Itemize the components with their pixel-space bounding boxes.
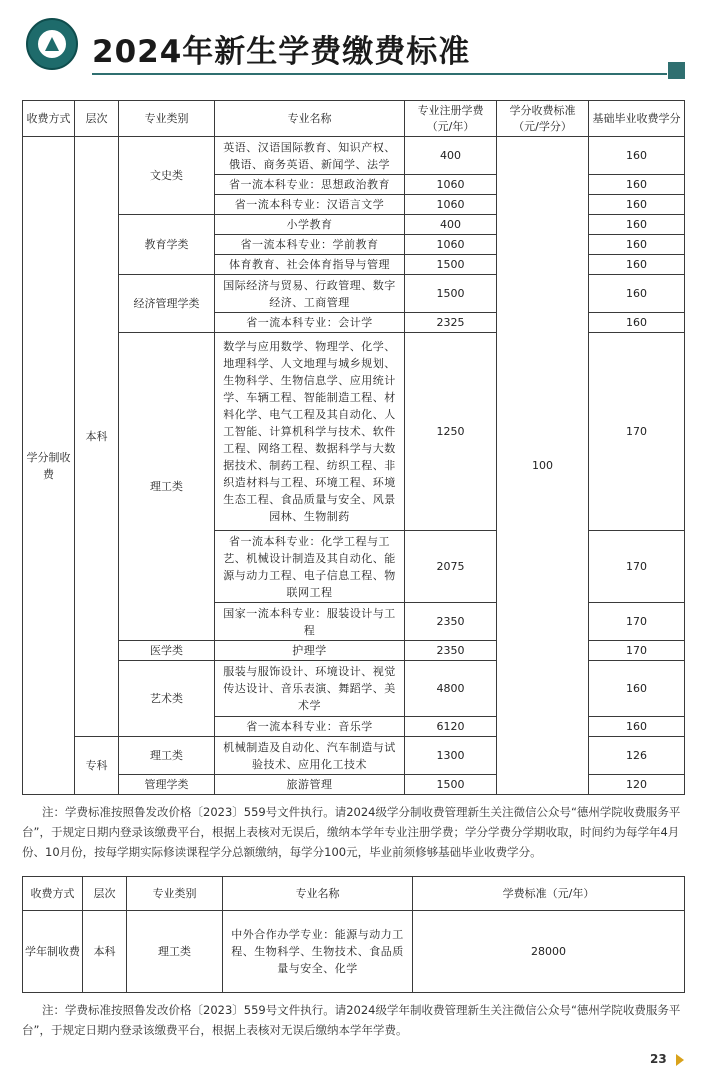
tuition-fee: 28000 [413, 911, 685, 993]
category-cell-jiaoyu: 教育学类 [119, 215, 215, 275]
base-credits: 160 [589, 313, 685, 333]
header-category: 专业类别 [119, 101, 215, 137]
base-credits: 160 [589, 275, 685, 313]
header-standard: 学费标准（元/年） [413, 877, 685, 911]
credit-fee-cell: 100 [497, 137, 589, 795]
major-name: 体育教育、社会体育指导与管理 [215, 255, 405, 275]
major-name: 服装与服饰设计、环境设计、视觉传达设计、音乐表演、舞蹈学、美术学 [215, 661, 405, 717]
page-header [0, 0, 703, 80]
page-number: 23 [650, 1052, 667, 1066]
logo-inner-ring [36, 28, 68, 60]
page-corner-arrow-icon [676, 1054, 684, 1066]
major-name: 数学与应用数学、物理学、化学、地理科学、人文地理与城乡规划、生物科学、生物信息学、应用统计学、车辆工程、智能制造工程、材料化学、电气工程及其自动化、人工智能、计算机科学与技术、软件工程、网络工程、数据科学与大数据技术、制药工程、纺织工程、非织造材料与工程、环境工程、环境生态工程、食品质量与安全、风景园林、生物制药 [215, 333, 405, 531]
major-name: 省一流本科专业：学前教育 [215, 235, 405, 255]
credit-system-note: 注：学费标准按照鲁发改价格〔2023〕559号文件执行。请2024级学分制收费管理新生关注微信公众号“德州学院收费服务平台”，于规定日期内登录该缴费平台，根据上表核对无误后，缴纳本学年专业注册学费；学分学费分学期收取，时间约为每学年4月份、10月份，按每学期实际修读课程学分总额缴纳，每学分100元，毕业前须修够基础毕业收费学分。 [22, 805, 681, 859]
category-cell-yixue: 医学类 [119, 641, 215, 661]
title-accent-block [668, 62, 685, 79]
major-name: 中外合作办学专业：能源与动力工程、生物科学、生物技术、食品质量与安全、化学 [223, 911, 413, 993]
major-name: 省一流本科专业：思想政治教育 [215, 175, 405, 195]
header-level: 层次 [83, 877, 127, 911]
base-credits: 160 [589, 717, 685, 737]
credit-fee-table [22, 100, 685, 795]
category-cell-ligong: 理工类 [119, 333, 215, 641]
reg-fee: 1250 [405, 333, 497, 531]
reg-fee: 6120 [405, 717, 497, 737]
base-credits: 160 [589, 215, 685, 235]
page-title: 2024年新生学费缴费标准 [92, 34, 471, 70]
base-credits: 160 [589, 175, 685, 195]
fee-method-cell: 学年制收费 [23, 911, 83, 993]
table-header-row [23, 877, 685, 911]
table-row [23, 911, 685, 993]
base-credits: 160 [589, 195, 685, 215]
major-name: 旅游管理 [215, 775, 405, 795]
level-cell-benke: 本科 [75, 137, 119, 737]
reg-fee: 1060 [405, 235, 497, 255]
reg-fee: 400 [405, 215, 497, 235]
table-header-row [23, 101, 685, 137]
base-credits: 160 [589, 661, 685, 717]
level-cell-zhuanke: 专科 [75, 737, 119, 795]
header-name: 专业名称 [223, 877, 413, 911]
header-level: 层次 [75, 101, 119, 137]
logo-building-icon [45, 37, 59, 51]
major-name: 省一流本科专业：会计学 [215, 313, 405, 333]
major-name: 机械制造及自动化、汽车制造与试验技术、应用化工技术 [215, 737, 405, 775]
major-name: 英语、汉语国际教育、知识产权、俄语、商务英语、新闻学、法学 [215, 137, 405, 175]
header-method: 收费方式 [23, 101, 75, 137]
base-credits: 170 [589, 531, 685, 603]
major-name: 小学教育 [215, 215, 405, 235]
header-method: 收费方式 [23, 877, 83, 911]
category-cell-jingji: 经济管理学类 [119, 275, 215, 333]
major-name: 省一流本科专业：化学工程与工艺、机械设计制造及其自动化、能源与动力工程、电子信息工程、物联网工程 [215, 531, 405, 603]
header-reg-fee: 专业注册学费（元/年） [405, 101, 497, 137]
major-name: 省一流本科专业：音乐学 [215, 717, 405, 737]
university-logo [26, 18, 78, 70]
major-name: 护理学 [215, 641, 405, 661]
header-category: 专业类别 [127, 877, 223, 911]
reg-fee: 1500 [405, 255, 497, 275]
category-cell-zk-guanli: 管理学类 [119, 775, 215, 795]
category-cell-yishu: 艺术类 [119, 661, 215, 737]
reg-fee: 2075 [405, 531, 497, 603]
table-row [23, 137, 685, 175]
fee-method-cell: 学分制收费 [23, 137, 75, 795]
reg-fee: 2350 [405, 641, 497, 661]
reg-fee: 2350 [405, 603, 497, 641]
category-cell-zk-ligong: 理工类 [119, 737, 215, 775]
year-system-note: 注：学费标准按照鲁发改价格〔2023〕559号文件执行。请2024级学年制收费管理新生关注微信公众号“德州学院收费服务平台”，于规定日期内登录该缴费平台，根据上表核对无误后缴纳本学年学费。 [22, 1003, 681, 1037]
reg-fee: 1300 [405, 737, 497, 775]
base-credits: 160 [589, 235, 685, 255]
reg-fee: 1500 [405, 275, 497, 313]
base-credits: 160 [589, 137, 685, 175]
category-cell-wenshi: 文史类 [119, 137, 215, 215]
reg-fee: 400 [405, 137, 497, 175]
header-credit-fee: 学分收费标准（元/学分） [497, 101, 589, 137]
base-credits: 126 [589, 737, 685, 775]
header-base-credits: 基础毕业收费学分 [589, 101, 685, 137]
category-cell: 理工类 [127, 911, 223, 993]
header-name: 专业名称 [215, 101, 405, 137]
reg-fee: 4800 [405, 661, 497, 717]
major-name: 国际经济与贸易、行政管理、数字经济、工商管理 [215, 275, 405, 313]
year-fee-table [22, 876, 685, 993]
reg-fee: 1060 [405, 175, 497, 195]
reg-fee: 2325 [405, 313, 497, 333]
level-cell: 本科 [83, 911, 127, 993]
base-credits: 160 [589, 255, 685, 275]
base-credits: 170 [589, 603, 685, 641]
major-name: 国家一流本科专业：服装设计与工程 [215, 603, 405, 641]
major-name: 省一流本科专业：汉语言文学 [215, 195, 405, 215]
base-credits: 120 [589, 775, 685, 795]
base-credits: 170 [589, 333, 685, 531]
reg-fee: 1060 [405, 195, 497, 215]
title-underline [92, 73, 667, 75]
base-credits: 170 [589, 641, 685, 661]
reg-fee: 1500 [405, 775, 497, 795]
